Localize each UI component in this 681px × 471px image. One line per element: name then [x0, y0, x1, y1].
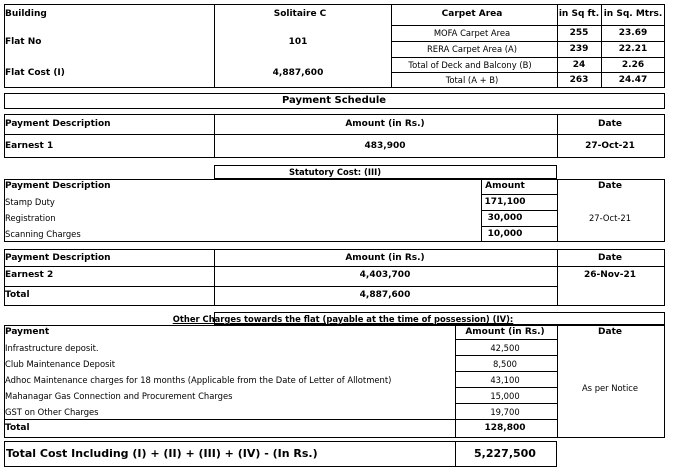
sqm-header: in Sq. Mtrs. [603, 9, 663, 19]
earnest1-amount: 483,900 [364, 141, 406, 151]
col-amount: Amount (in Rs.) [465, 327, 545, 337]
statutory-row-amount: 10,000 [487, 229, 523, 239]
other-charge-label: Mahanagar Gas Connection and Procurement Charges [5, 391, 233, 401]
divider [455, 325, 456, 438]
grand-total-label: Total Cost Including (I) + (II) + (III) + (IV) - (In Rs.) [6, 447, 318, 460]
divider [4, 134, 665, 135]
earnest2-amount: 4,403,700 [359, 270, 411, 280]
statutory-row-label: Scanning Charges [5, 229, 81, 239]
earnest1-label: Earnest 1 [5, 141, 54, 151]
sqft-header: in Sq ft. [558, 9, 600, 19]
divider [391, 4, 392, 88]
carpet-area-header: Carpet Area [441, 9, 503, 19]
divider [481, 210, 557, 211]
area-row-label: RERA Carpet Area (A) [426, 44, 518, 54]
divider [481, 226, 557, 227]
area-row-sqft: 263 [569, 75, 589, 85]
statutory-row-label: Registration [5, 213, 56, 223]
area-row-label: Total of Deck and Balcony (B) [408, 60, 532, 70]
flat-cost-label: Flat Cost (I) [5, 68, 65, 78]
divider [481, 194, 557, 195]
payment-schedule-title: Payment Schedule [281, 95, 387, 106]
payments-total-amount: 4,887,600 [359, 290, 411, 300]
divider [557, 249, 558, 306]
divider [455, 355, 557, 356]
other-charges-total-label: Total [5, 423, 30, 433]
statutory-date: 27-Oct-21 [588, 213, 632, 223]
other-charge-label: Adhoc Maintenance charges for 18 months (Applicable from the Date of Letter of Allotment) [5, 375, 392, 385]
divider [214, 114, 215, 158]
divider [391, 41, 665, 42]
area-row-sqft: 24 [572, 60, 586, 70]
col-date: Date [598, 119, 622, 129]
divider [214, 249, 215, 306]
divider [455, 441, 456, 467]
area-row-sqm: 23.69 [618, 28, 648, 38]
statutory-title: Statutory Cost: (III) [288, 167, 382, 177]
building-value: Solitaire C [273, 9, 327, 19]
divider [214, 4, 215, 88]
other-charge-label: GST on Other Charges [5, 407, 99, 417]
col-payment-description: Payment Description [5, 253, 111, 263]
divider [455, 387, 557, 388]
divider [455, 403, 557, 404]
other-charge-amount: 8,500 [493, 359, 517, 369]
flat-no-label: Flat No [5, 37, 42, 47]
divider [557, 325, 558, 438]
other-charges-date: As per Notice [581, 383, 639, 393]
earnest2-label: Earnest 2 [5, 270, 54, 280]
building-label: Building [5, 9, 47, 19]
col-date: Date [598, 327, 622, 337]
grand-total-amount: 5,227,500 [474, 447, 536, 460]
other-charge-amount: 19,700 [490, 407, 520, 417]
col-amount: Amount (in Rs.) [345, 119, 425, 129]
col-payment: Payment [5, 327, 50, 337]
area-row-sqft: 255 [569, 28, 589, 38]
divider [455, 339, 557, 340]
divider [4, 286, 557, 287]
divider [601, 4, 602, 88]
divider [4, 266, 665, 267]
statutory-title-box [214, 165, 557, 179]
divider [391, 57, 665, 58]
other-charges-title: Other Charges towards the flat (payable at the time of possession) (IV): [172, 314, 514, 324]
col-payment-description: Payment Description [5, 119, 111, 129]
statutory-row-amount: 30,000 [487, 213, 523, 223]
divider [557, 179, 558, 242]
area-row-sqm: 22.21 [618, 44, 648, 54]
area-row-label: MOFA Carpet Area [433, 28, 511, 38]
col-payment-description: Payment Description [5, 181, 111, 191]
divider [391, 72, 665, 73]
col-amount: Amount [485, 181, 525, 191]
earnest1-date: 27-Oct-21 [585, 141, 635, 151]
divider [455, 371, 557, 372]
area-row-sqft: 239 [569, 44, 589, 54]
divider [557, 114, 558, 158]
other-charge-label: Infrastructure deposit. [5, 343, 99, 353]
other-charge-amount: 43,100 [490, 375, 520, 385]
divider [4, 419, 557, 420]
other-charge-label: Club Maintenance Deposit [5, 359, 116, 369]
other-charge-amount: 42,500 [490, 343, 520, 353]
area-row-label: Total (A + B) [445, 75, 499, 85]
col-amount: Amount (in Rs.) [345, 253, 425, 263]
divider [391, 25, 665, 26]
other-charge-amount: 15,000 [490, 391, 520, 401]
statutory-row-amount: 171,100 [484, 197, 526, 207]
statutory-row-label: Stamp Duty [5, 197, 55, 207]
col-date: Date [598, 181, 622, 191]
other-charges-total-amount: 128,800 [484, 423, 526, 433]
area-row-sqm: 24.47 [618, 75, 648, 85]
col-date: Date [598, 253, 622, 263]
earnest2-date: 26-Nov-21 [583, 270, 637, 280]
flat-no-value: 101 [288, 37, 308, 47]
area-row-sqm: 2.26 [621, 60, 645, 70]
payments-total-label: Total [5, 290, 30, 300]
flat-cost-value: 4,887,600 [272, 68, 324, 78]
